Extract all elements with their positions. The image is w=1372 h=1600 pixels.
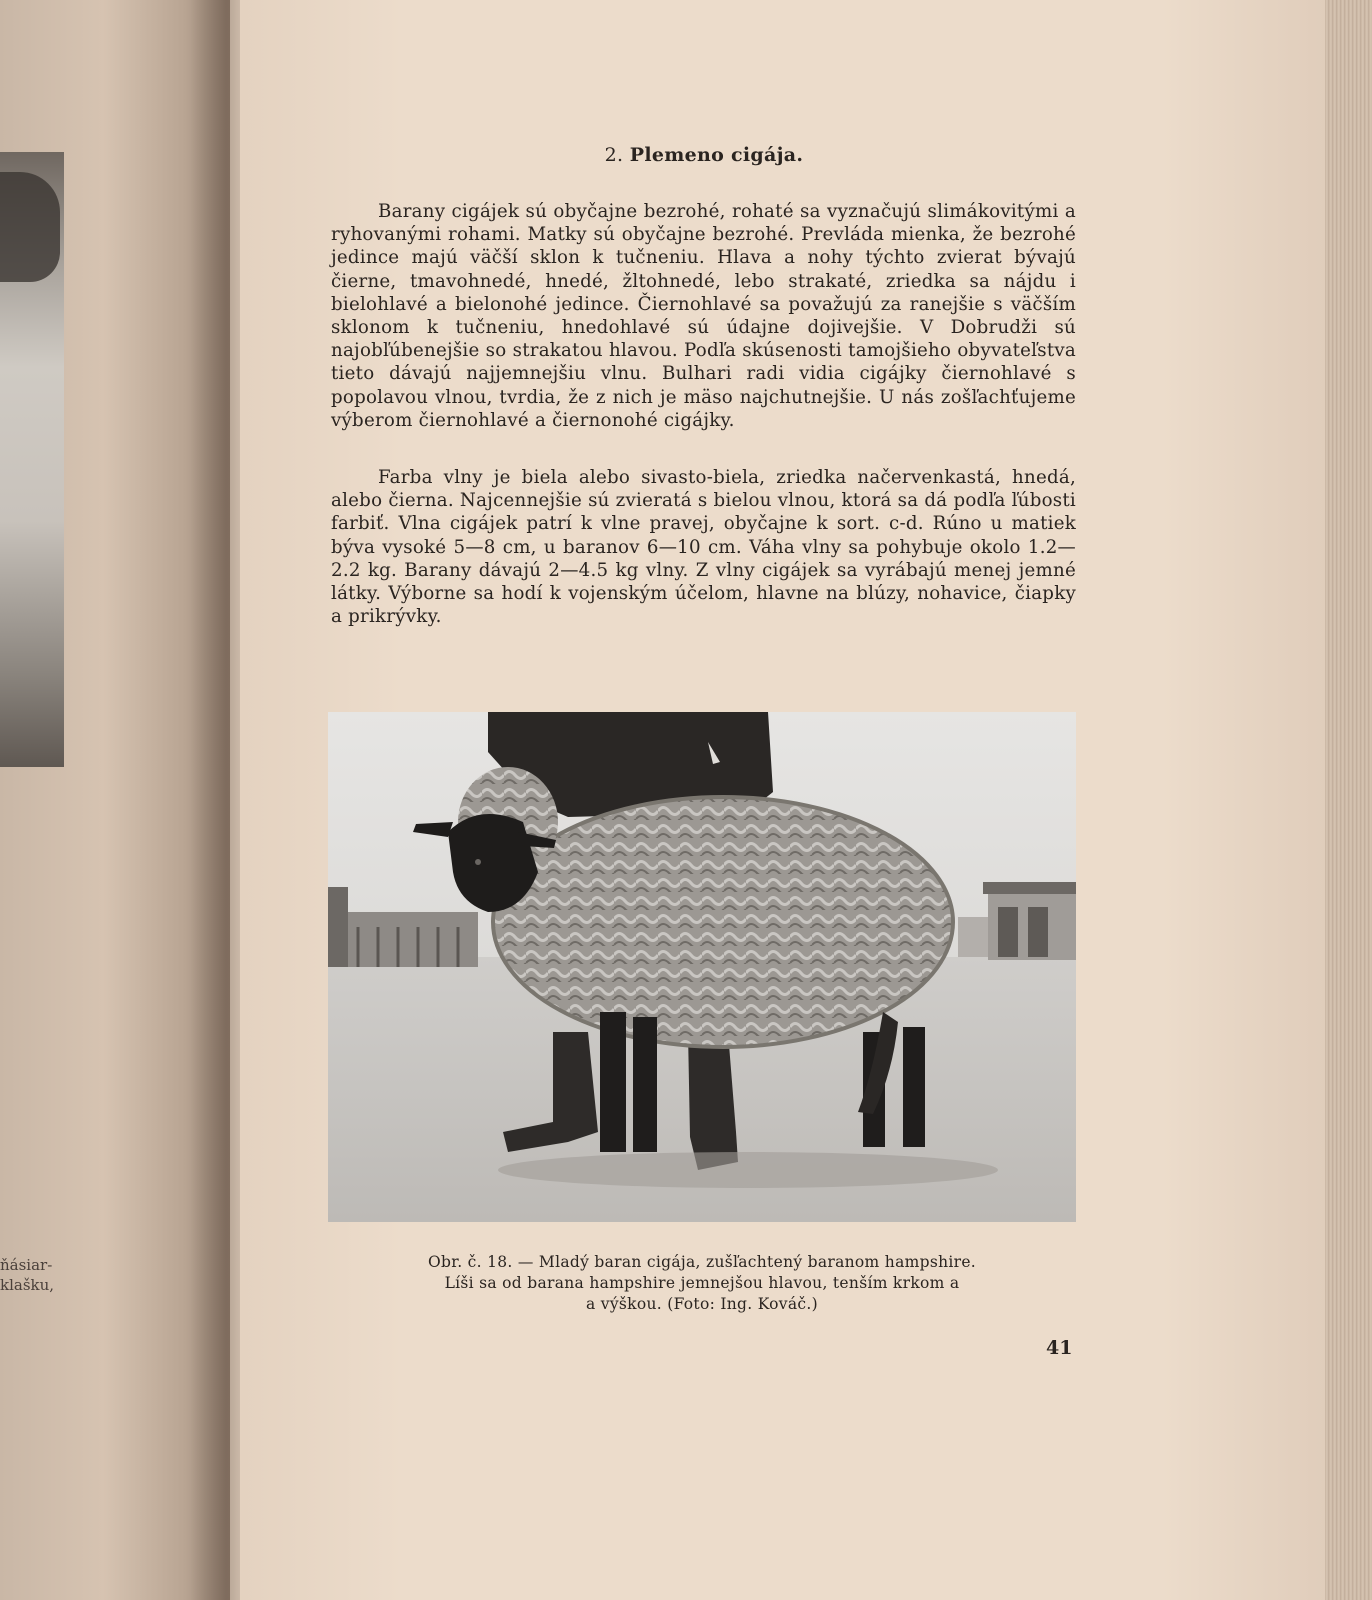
section-heading	[330, 144, 1078, 166]
left-caption-line: ňásiar-	[0, 1256, 53, 1274]
body-paragraph: Farba vlny je biela alebo sivasto-biela, zriedka načervenkastá, hnedá, alebo čierna. Najcennejšie sú zvieratá s bielou vlnou, ktorá sa dá podľa ľúbosti farbiť. Vlna cigájek patrí k vlne pravej, obyčajne k sort. c-d. Rúno u matiek býva vysoké 5—8 cm, u baranov 6—10 cm. Váha vlny sa pohybuje okolo 1.2—2.2 kg. Barany dávajú 2—4.5 kg vlny. Z vlny cigájek sa vyrábajú menej jemné látky. Výborne sa hodí k vojenským účelom, hlavne na blúzy, nohavice, čiapky a prikrývky.	[331, 467, 1076, 628]
left-caption-line: klašku,	[0, 1276, 55, 1294]
page-edges	[1325, 0, 1372, 1600]
sheep-photo-illustration	[328, 712, 1076, 1222]
figure-caption-line: Líši sa od barana hampshire jemnejšou hlavou, tenším krkom a	[444, 1274, 960, 1292]
left-page-photo-fragment	[0, 152, 64, 767]
section-title: Plemeno cigája.	[629, 144, 804, 166]
body-paragraph: Barany cigájek sú obyčajne bezrohé, rohaté sa vyznačujú slimákovitými a ryhovanými rohami. Matky sú obyčajne bezrohé. Prevláda mienka, že bezrohé jedince majú väčší sklon k tučneniu. Hlava a nohy týchto zvierat bývajú čierne, tmavohnedé, hnedé, žltohnedé, lebo strakaté, zriedka sa nájdu i bielohlavé a bielonohé jedince. Čiernohlavé sa považujú za ranejšie s väčším sklonom k tučneniu, hnedohlavé sú údajne dojivejšie. V Dobrudži sú najobľúbenejšie so strakatou hlavou. Podľa skúsenosti tamojšieho obyvateľstva tieto dávajú najjemnejšiu vlnu. Bulhari radi vidia cigájky čiernohlavé s popolavou vlnou, tvrdia, že z nich je mäso najchutnejšie. U nás zošľachťujeme výberom čiernohlavé a čiernonohé cigájky.	[331, 201, 1076, 431]
photo-fragment-shape	[0, 172, 60, 282]
figure-caption-line: Obr. č. 18. — Mladý baran cigája, zušľachtený baranom hampshire.	[427, 1253, 977, 1271]
section-number: 2.	[604, 144, 624, 166]
figure-caption	[372, 1252, 1032, 1315]
page-number: 41	[1046, 1337, 1073, 1359]
figure-caption-line: a výškou. (Foto: Ing. Kováč.)	[586, 1295, 818, 1313]
left-page-caption-fragment	[0, 1255, 70, 1295]
sheep-photograph	[328, 712, 1076, 1222]
